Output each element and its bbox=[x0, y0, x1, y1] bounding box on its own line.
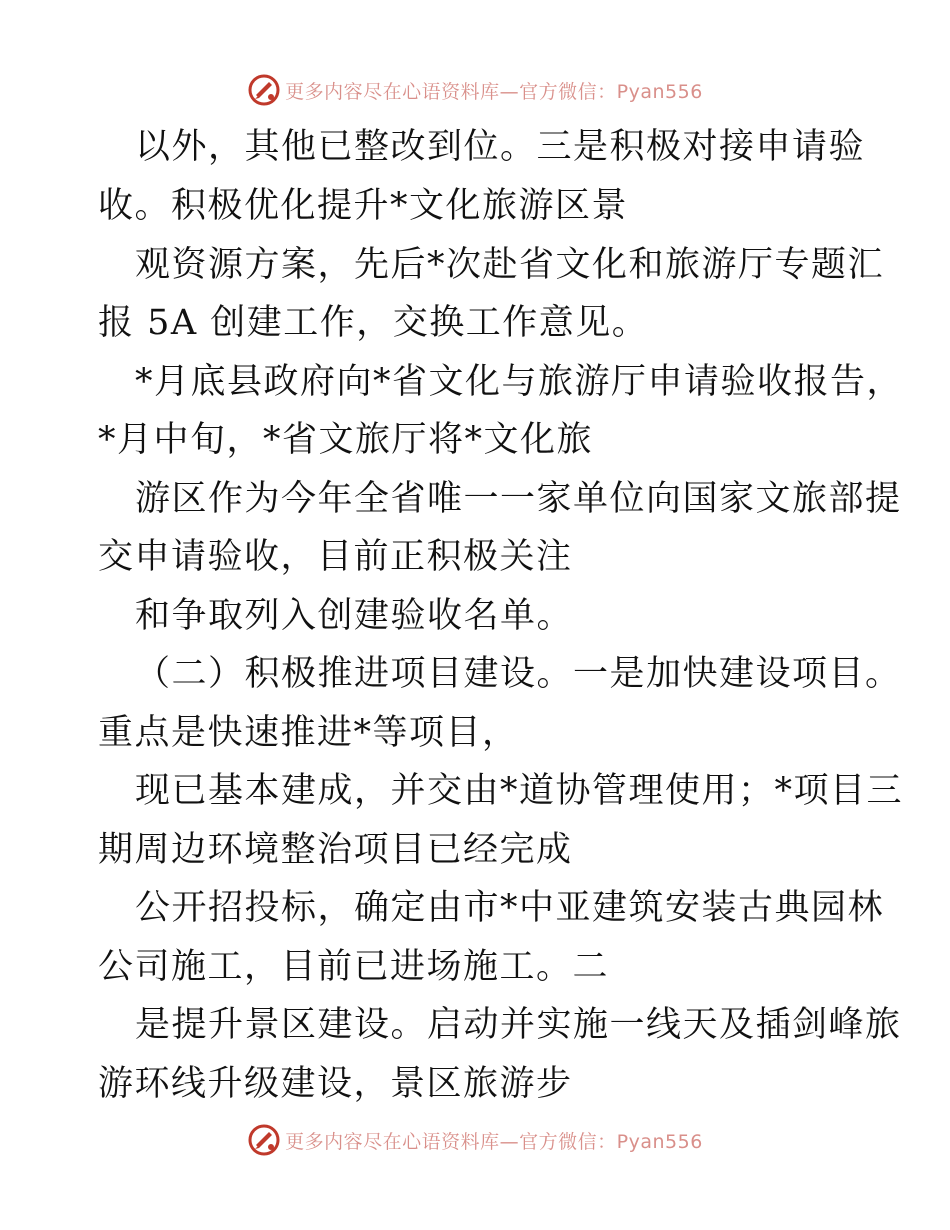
body-line: 现已基本建成，并交由*道协管理使用；*项目三 bbox=[135, 771, 904, 811]
watermark-account: Pyan556 bbox=[616, 1130, 703, 1153]
body-line: 公开招投标，确定由市*中亚建筑安装古典园林 bbox=[135, 888, 885, 928]
body-line: 公司施工，目前已进场施工。二 bbox=[98, 947, 610, 987]
body-line: 交申请验收，目前正积极关注 bbox=[98, 537, 573, 577]
body-line: 游区作为今年全省唯一一家单位向国家文旅部提 bbox=[135, 479, 902, 519]
watermark-text: 更多内容尽在心语资料库—官方微信：Pyan556 bbox=[285, 80, 703, 103]
section-heading: （二）积极推进项目建设。一是加快建设项目。 bbox=[135, 654, 902, 694]
body-line: 观资源方案，先后*次赴省文化和旅游厅专题汇 bbox=[135, 245, 885, 285]
watermark-account: Pyan556 bbox=[616, 80, 703, 103]
body-line: 游环线升级建设，景区旅游步 bbox=[98, 1064, 573, 1104]
footer-watermark bbox=[0, 1120, 950, 1160]
body-line: 以外，其他已整改到位。三是积极对接申请验 bbox=[135, 127, 866, 167]
body-line: 重点是快速推进*等项目， bbox=[98, 713, 519, 753]
body-line: 期周边环境整治项目已经完成 bbox=[98, 830, 573, 870]
body-line: 报 5A 创建工作，交换工作意见。 bbox=[98, 303, 649, 343]
body-line: 是提升景区建设。启动并实施一线天及插剑峰旅 bbox=[135, 1005, 902, 1045]
brand-logo-icon bbox=[247, 1123, 281, 1157]
body-line: 收。积极优化提升*文化旅游区景 bbox=[98, 186, 629, 226]
body-line: *月底县政府向*省文化与旅游厅申请验收报告， bbox=[135, 362, 904, 402]
watermark-text: 更多内容尽在心语资料库—官方微信：Pyan556 bbox=[285, 1130, 703, 1153]
body-line: *月中旬，*省文旅厅将*文化旅 bbox=[98, 420, 594, 460]
body-line: 和争取列入创建验收名单。 bbox=[135, 596, 574, 636]
